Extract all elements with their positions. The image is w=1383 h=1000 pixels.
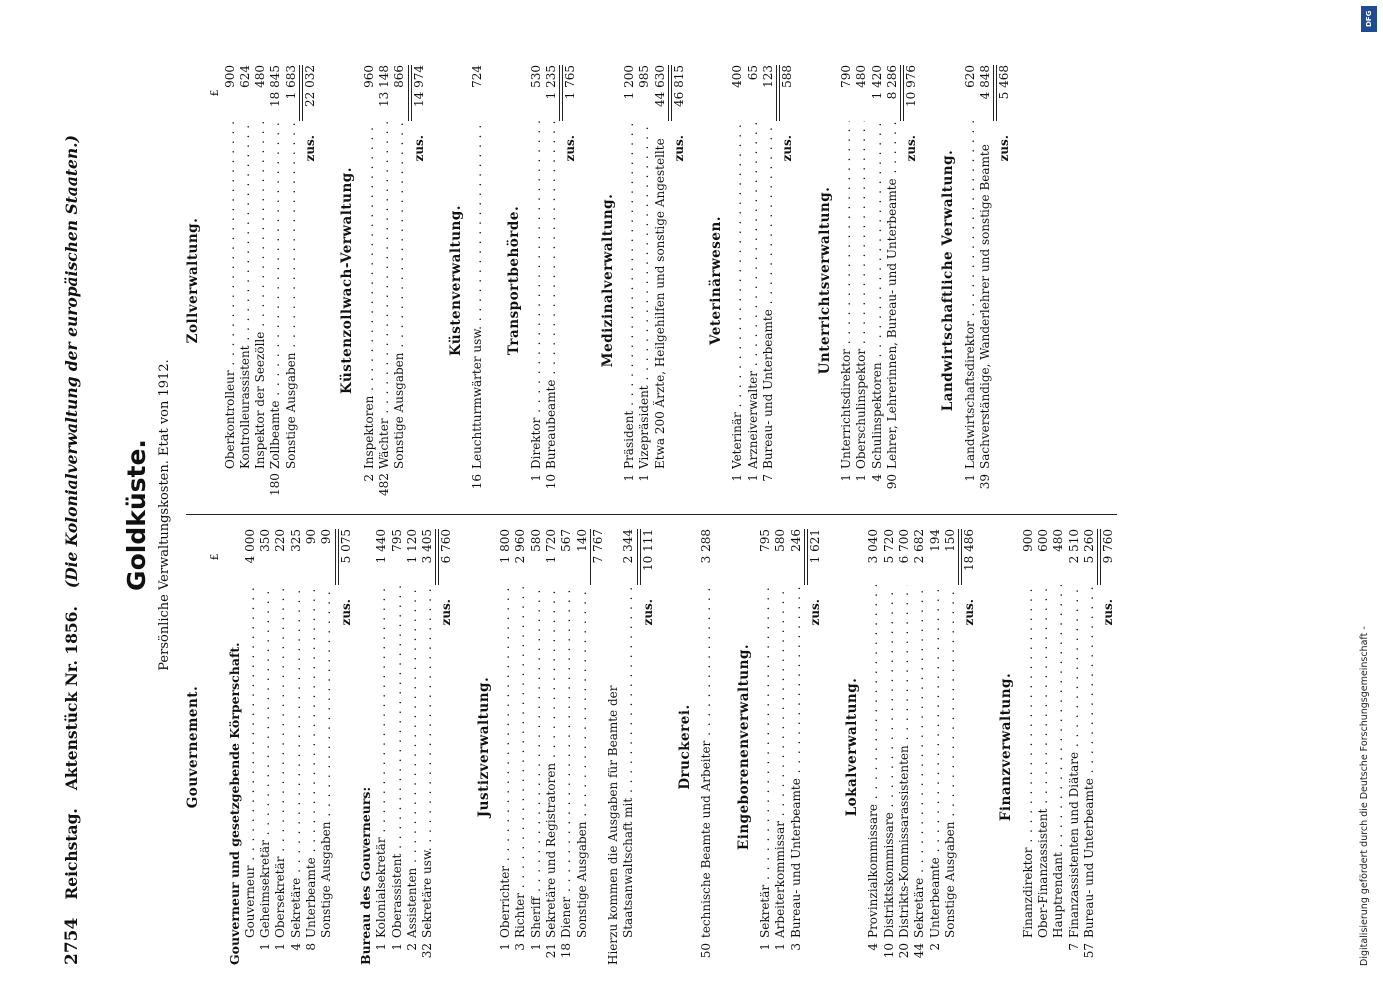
row-value: 724	[470, 65, 485, 88]
row-value: 90	[304, 529, 319, 545]
row-count: 44	[912, 943, 927, 959]
table-row	[730, 65, 745, 496]
row-label: Gouverneur . . .	[243, 585, 258, 938]
total-value: 18 486	[961, 529, 977, 585]
table-row	[374, 529, 389, 965]
table-row	[390, 529, 405, 965]
section-heading: Veterinärwesen.	[708, 216, 725, 345]
row-label: Zollbeamte . . .	[268, 121, 283, 469]
row-count: 180	[268, 473, 283, 496]
row-label: Direktor . . .	[529, 121, 544, 469]
table-row	[405, 529, 420, 965]
row-value: 1 200	[621, 65, 636, 100]
total-value: 46 815	[671, 65, 687, 121]
table-row	[223, 65, 238, 496]
total-value: 6 760	[438, 529, 454, 585]
subtotal-row	[591, 529, 606, 965]
section-heading: Druckerei.	[677, 704, 694, 790]
total-value: 10 111	[640, 529, 656, 585]
row-count: 10	[881, 943, 896, 959]
table-row	[284, 65, 300, 496]
table-row	[498, 529, 513, 965]
row-label: Etwa 200 Ärzte, Heilgehilfen und sonstige Angestellte	[652, 138, 667, 469]
row-value: 3 040	[866, 529, 881, 564]
row-count: 1	[374, 943, 389, 951]
row-count: 2	[404, 943, 419, 951]
table-row	[1021, 529, 1036, 965]
row-value: 140	[575, 529, 591, 585]
table-row	[392, 65, 408, 496]
dfg-credit	[1357, 6, 1377, 996]
section-heading: Lokalverwaltung.	[844, 677, 861, 817]
section-heading: Justizverwaltung.	[475, 676, 492, 818]
row-value: 5 260	[1082, 529, 1098, 585]
page-title: Goldküste.	[122, 439, 151, 591]
section-heading: Transportbehörde.	[506, 205, 523, 356]
row-label: Geheimsekretär . . .	[258, 585, 273, 938]
row-count: 39	[977, 474, 992, 490]
table-row	[544, 65, 560, 496]
table-row	[870, 65, 885, 496]
right-column	[186, 65, 1117, 515]
row-count: 1	[258, 943, 273, 951]
row-value: 246	[789, 529, 805, 585]
row-count: 1	[389, 943, 404, 951]
total-row	[411, 65, 427, 496]
table-row	[544, 529, 559, 965]
currency-symbol: £	[208, 553, 222, 561]
total-value: 1 765	[562, 65, 578, 121]
row-value: 624	[237, 65, 252, 88]
row-label: Kontrolleurassistent . . .	[238, 121, 253, 469]
table-row	[1082, 529, 1098, 965]
row-label: Schulinspektoren . . .	[870, 121, 885, 469]
table-row	[622, 65, 637, 496]
row-value: 1 120	[404, 529, 419, 564]
row-label: Sonstige Ausgaben . . .	[575, 585, 590, 938]
row-label: Distriktskommissare . . .	[882, 585, 897, 938]
row-value: 325	[288, 529, 303, 552]
table-row	[420, 529, 436, 965]
row-value: 480	[1051, 529, 1066, 552]
table-row	[529, 529, 544, 965]
row-count: 4	[866, 943, 881, 951]
row-count: 16	[470, 474, 485, 490]
row-count: 7	[761, 474, 776, 482]
row-value: 123	[761, 65, 777, 121]
total-row	[338, 529, 354, 965]
total-value: 14 974	[411, 65, 427, 121]
row-label: Oberschulinspektor . . .	[854, 121, 869, 469]
row-count: 3	[788, 943, 803, 951]
row-label: Inspektoren . . .	[362, 121, 377, 469]
table-row	[773, 529, 788, 965]
row-label: Bureau- und Unterbeamte . . .	[789, 585, 804, 938]
row-value: 567	[559, 529, 574, 552]
row-value: 1 683	[284, 65, 300, 121]
row-label: Bureau- und Unterbeamte . . .	[761, 121, 776, 469]
row-count: 1	[757, 943, 772, 951]
row-value: 400	[730, 65, 745, 88]
row-label: technische Beamte und Arbeiter . . .	[699, 585, 714, 938]
currency-row	[207, 529, 222, 965]
row-label: Unterrichtsdirektor . . .	[839, 121, 854, 469]
row-label: Obersekretär . . .	[273, 585, 288, 938]
row-count: 20	[896, 943, 911, 959]
row-count: 1	[730, 474, 745, 482]
table-row	[273, 529, 288, 965]
row-count: 2	[927, 943, 942, 951]
row-value: 5 720	[881, 529, 896, 564]
row-value: 2 510	[1066, 529, 1081, 564]
row-value: 1 235	[544, 65, 560, 121]
table-row	[978, 65, 994, 496]
table-row	[928, 529, 943, 965]
total-label: zus.	[411, 135, 426, 162]
table-row	[1036, 529, 1051, 965]
total-row	[562, 65, 578, 496]
row-count: 4	[288, 943, 303, 951]
row-label: Hauptrendant . . .	[1051, 585, 1066, 938]
row-count: 4	[869, 474, 884, 482]
row-value: 600	[1036, 529, 1051, 552]
row-label: Arzneiverwalter . . .	[746, 121, 761, 469]
table-row	[575, 529, 591, 965]
row-value: 6 700	[896, 529, 911, 564]
row-count: 18	[559, 943, 574, 959]
table-row	[304, 529, 319, 965]
row-label: Kolonialsekretär . . .	[374, 585, 389, 938]
row-value: 866	[392, 65, 408, 121]
total-row	[779, 65, 795, 496]
row-count: 10	[544, 474, 559, 490]
page-number: 2754	[62, 917, 82, 965]
total-label: zus.	[780, 135, 795, 162]
row-value: 1 720	[543, 529, 558, 564]
row-count: 1	[637, 474, 652, 482]
row-count: 1	[498, 943, 513, 951]
table-row	[377, 65, 392, 496]
row-label: Finanzassistenten und Diätare . . .	[1067, 585, 1082, 938]
table-row	[243, 529, 258, 965]
table-row	[963, 65, 978, 496]
section-subheading: Bureau des Gouverneurs:	[357, 786, 373, 965]
section-heading: Zollverwaltung.	[185, 217, 201, 344]
currency-row	[207, 65, 222, 496]
running-header	[62, 65, 82, 965]
row-value: 795	[389, 529, 404, 552]
section-heading: Landwirtschaftliche Verwaltung.	[940, 149, 957, 412]
section-heading: Eingeborenenverwaltung.	[735, 643, 752, 851]
subtotal-value: 7 767	[590, 529, 605, 564]
row-count: 1	[621, 474, 636, 482]
row-value: 790	[838, 65, 853, 88]
row-count: 3	[513, 943, 528, 951]
header-source: Reichstag.	[62, 808, 81, 900]
row-count: 7	[1066, 943, 1081, 951]
table-row	[289, 529, 304, 965]
dfg-logo: DFG	[1361, 6, 1377, 32]
extra-line: Staatsanwaltschaft mit . . .	[621, 585, 636, 938]
row-label: Sekretäre und Registratoren . . .	[544, 585, 559, 938]
row-value: 13 148	[376, 65, 391, 107]
table-row	[839, 65, 854, 496]
row-count: 50	[699, 943, 714, 959]
total-label: zus.	[640, 599, 655, 626]
row-label: Bureau- und Unterbeamte . . .	[1082, 585, 1097, 938]
total-label: zus.	[303, 135, 318, 162]
row-label: Sonstige Ausgaben . . .	[392, 121, 407, 469]
row-value: 2 960	[513, 529, 528, 564]
total-value: 588	[779, 65, 795, 121]
row-label: Sachverständige, Wanderlehrer und sonstige Beamte	[977, 144, 992, 469]
row-value: 220	[273, 529, 288, 552]
row-label: Sonstige Ausgaben . . .	[319, 585, 334, 938]
total-row	[1100, 529, 1116, 965]
total-label: zus.	[563, 135, 578, 162]
row-value: 350	[258, 529, 273, 552]
total-value: 1 621	[807, 529, 823, 585]
row-label: Oberassistent . . .	[390, 585, 405, 938]
row-label: Landwirtschaftsdirektor . . .	[963, 121, 978, 469]
total-value: 10 976	[903, 65, 919, 121]
table-row	[866, 529, 881, 965]
table-row	[912, 529, 927, 965]
row-value: 1 420	[869, 65, 884, 100]
section-heading: Finanzverwaltung.	[998, 672, 1015, 822]
row-value: 1 440	[374, 529, 389, 564]
left-column	[186, 515, 1117, 965]
table-row	[253, 65, 268, 496]
total-value: 5 468	[996, 65, 1012, 121]
page-subtitle: Persönliche Verwaltungskosten. Etat von 1912.	[157, 359, 172, 671]
total-row	[438, 529, 454, 965]
row-label: Wächter . . .	[377, 121, 392, 469]
extra-row	[606, 529, 621, 965]
row-count: 2	[361, 474, 376, 482]
row-label: Sheriff . . .	[529, 585, 544, 938]
total-row	[671, 65, 687, 496]
total-row	[961, 529, 977, 965]
row-count: 1	[745, 474, 760, 482]
row-label: Richter . . .	[513, 585, 528, 938]
currency-symbol: £	[208, 89, 222, 97]
table-row	[854, 65, 869, 496]
section-subheading: Gouverneur und gesetzgebende Körperschaft.	[226, 642, 242, 965]
table-row	[746, 65, 761, 496]
row-value: 620	[962, 65, 977, 88]
table-row	[885, 65, 901, 496]
row-value: 3 405	[420, 529, 436, 585]
row-value: 580	[528, 529, 543, 552]
table-row	[897, 529, 912, 965]
table-row	[268, 65, 283, 496]
row-value: 44 630	[653, 65, 669, 121]
row-label: Unterbeamte . . .	[304, 585, 319, 938]
row-count: 1	[273, 943, 288, 951]
total-value: 5 075	[338, 529, 354, 585]
row-count: 1	[773, 943, 788, 951]
row-value: 1 800	[498, 529, 513, 564]
row-value: 150	[943, 529, 959, 585]
row-value: 194	[927, 529, 942, 552]
table-row	[699, 529, 714, 965]
row-value: 3 288	[699, 529, 714, 564]
row-value: 65	[745, 65, 760, 81]
row-value: 900	[1020, 529, 1035, 552]
row-count: 90	[884, 474, 899, 490]
row-value: 580	[773, 529, 788, 552]
row-label: Assistenten . . .	[405, 585, 420, 938]
row-label: Finanzdirektor . . .	[1021, 585, 1036, 938]
row-label: Sekretär . . .	[758, 585, 773, 938]
row-value: 900	[222, 65, 237, 88]
table-row	[882, 529, 897, 965]
row-count: 21	[543, 943, 558, 959]
table-row	[637, 65, 652, 496]
total-row	[640, 529, 656, 965]
total-label: zus.	[439, 599, 454, 626]
row-label: Präsident . . .	[622, 121, 637, 469]
table-row	[758, 529, 773, 965]
table-row	[559, 529, 574, 965]
row-label: Bureaubeamte . . .	[544, 121, 559, 469]
row-label: Oberrichter . . .	[498, 585, 513, 938]
extra-line: Hierzu kommen die Ausgaben für Beamte der	[606, 685, 621, 965]
table-row	[1051, 529, 1066, 965]
total-row	[903, 65, 919, 496]
total-row	[807, 529, 823, 965]
extra-value: 2 344	[621, 529, 637, 585]
row-label: Ober-Finanzassistent . . .	[1036, 585, 1051, 938]
row-count: 8	[304, 943, 319, 951]
row-value: 985	[637, 65, 652, 88]
row-count: 1	[854, 474, 869, 482]
table-row	[943, 529, 959, 965]
section-heading: Küstenzollwach-Verwaltung.	[339, 167, 356, 394]
row-value: 480	[854, 65, 869, 88]
table-row	[653, 65, 669, 496]
extra-row	[621, 529, 637, 965]
total-value: 22 032	[302, 65, 318, 121]
section-heading: Küstenverwaltung.	[447, 204, 464, 357]
row-count: 1	[962, 474, 977, 482]
row-value: 90	[319, 529, 335, 585]
dfg-credit-text: Digitalisierung gefördert durch die Deutsche Forschungsgemeinschaft -	[1359, 626, 1370, 966]
table-row	[362, 65, 377, 496]
total-label: zus.	[904, 135, 919, 162]
row-label: Inspektor der Seezölle . . .	[253, 121, 268, 469]
row-value: 795	[757, 529, 772, 552]
total-label: zus.	[962, 599, 977, 626]
total-label: zus.	[338, 599, 353, 626]
row-count: 1	[528, 943, 543, 951]
row-value: 2 682	[912, 529, 927, 564]
row-count: 32	[420, 943, 435, 959]
row-count: 1	[528, 474, 543, 482]
total-label: zus.	[671, 135, 686, 162]
table-row	[470, 65, 485, 496]
row-value: 18 845	[268, 65, 283, 107]
row-label: Provinzialkommissare . . .	[866, 585, 881, 938]
table-row	[789, 529, 805, 965]
table-row	[238, 65, 253, 496]
total-label: zus.	[807, 599, 822, 626]
row-label: Distrikts-Kommissarassistenten . . .	[897, 585, 912, 938]
section-heading: Unterrichtsverwaltung.	[816, 186, 833, 375]
row-label: Leuchtturmwärter usw. . . .	[470, 121, 485, 469]
row-value: 960	[361, 65, 376, 88]
row-count: 482	[376, 473, 391, 496]
header-document: Aktenstück Nr. 1856.	[62, 606, 81, 791]
header-subject: (Die Kolonialverwaltung der europäischen Staaten.)	[62, 135, 81, 589]
total-row	[302, 65, 318, 496]
row-label: Lehrer, Lehrerinnen, Bureau- und Unterbeamte . . .	[885, 121, 900, 469]
table-row	[529, 65, 544, 496]
total-value: 9 760	[1100, 529, 1116, 585]
row-value: 8 286	[885, 65, 901, 121]
row-label: Veterinär . . .	[730, 121, 745, 469]
row-label: Oberkontrolleur . . .	[223, 121, 238, 469]
row-label: Vizepräsident . . .	[637, 121, 652, 469]
total-row	[996, 65, 1012, 496]
section-heading: Gouvernement.	[185, 685, 201, 809]
total-label: zus.	[997, 135, 1012, 162]
row-value: 530	[528, 65, 543, 88]
total-label: zus.	[1101, 599, 1116, 626]
row-count: 1	[838, 474, 853, 482]
row-label: Sonstige Ausgaben . . .	[284, 121, 299, 469]
row-value: 4 848	[978, 65, 994, 121]
table-row	[319, 529, 335, 965]
row-value: 4 000	[242, 529, 257, 564]
row-label: Diener . . .	[559, 585, 574, 938]
row-label: Sonstige Ausgaben . . .	[943, 585, 958, 938]
table-row	[1067, 529, 1082, 965]
row-count: 57	[1081, 943, 1096, 959]
row-value: 480	[253, 65, 268, 88]
row-label: Arbeiterkommissar . . .	[773, 585, 788, 938]
table-row	[513, 529, 528, 965]
row-label: Sekretäre . . .	[289, 585, 304, 938]
row-label: Unterbeamte . . .	[928, 585, 943, 938]
table-row	[761, 65, 777, 496]
row-label: Sekretäre usw. . . .	[420, 585, 435, 938]
row-label: Sekretäre . . .	[912, 585, 927, 938]
table-row	[258, 529, 273, 965]
section-heading: Medizinalverwaltung.	[599, 193, 616, 368]
